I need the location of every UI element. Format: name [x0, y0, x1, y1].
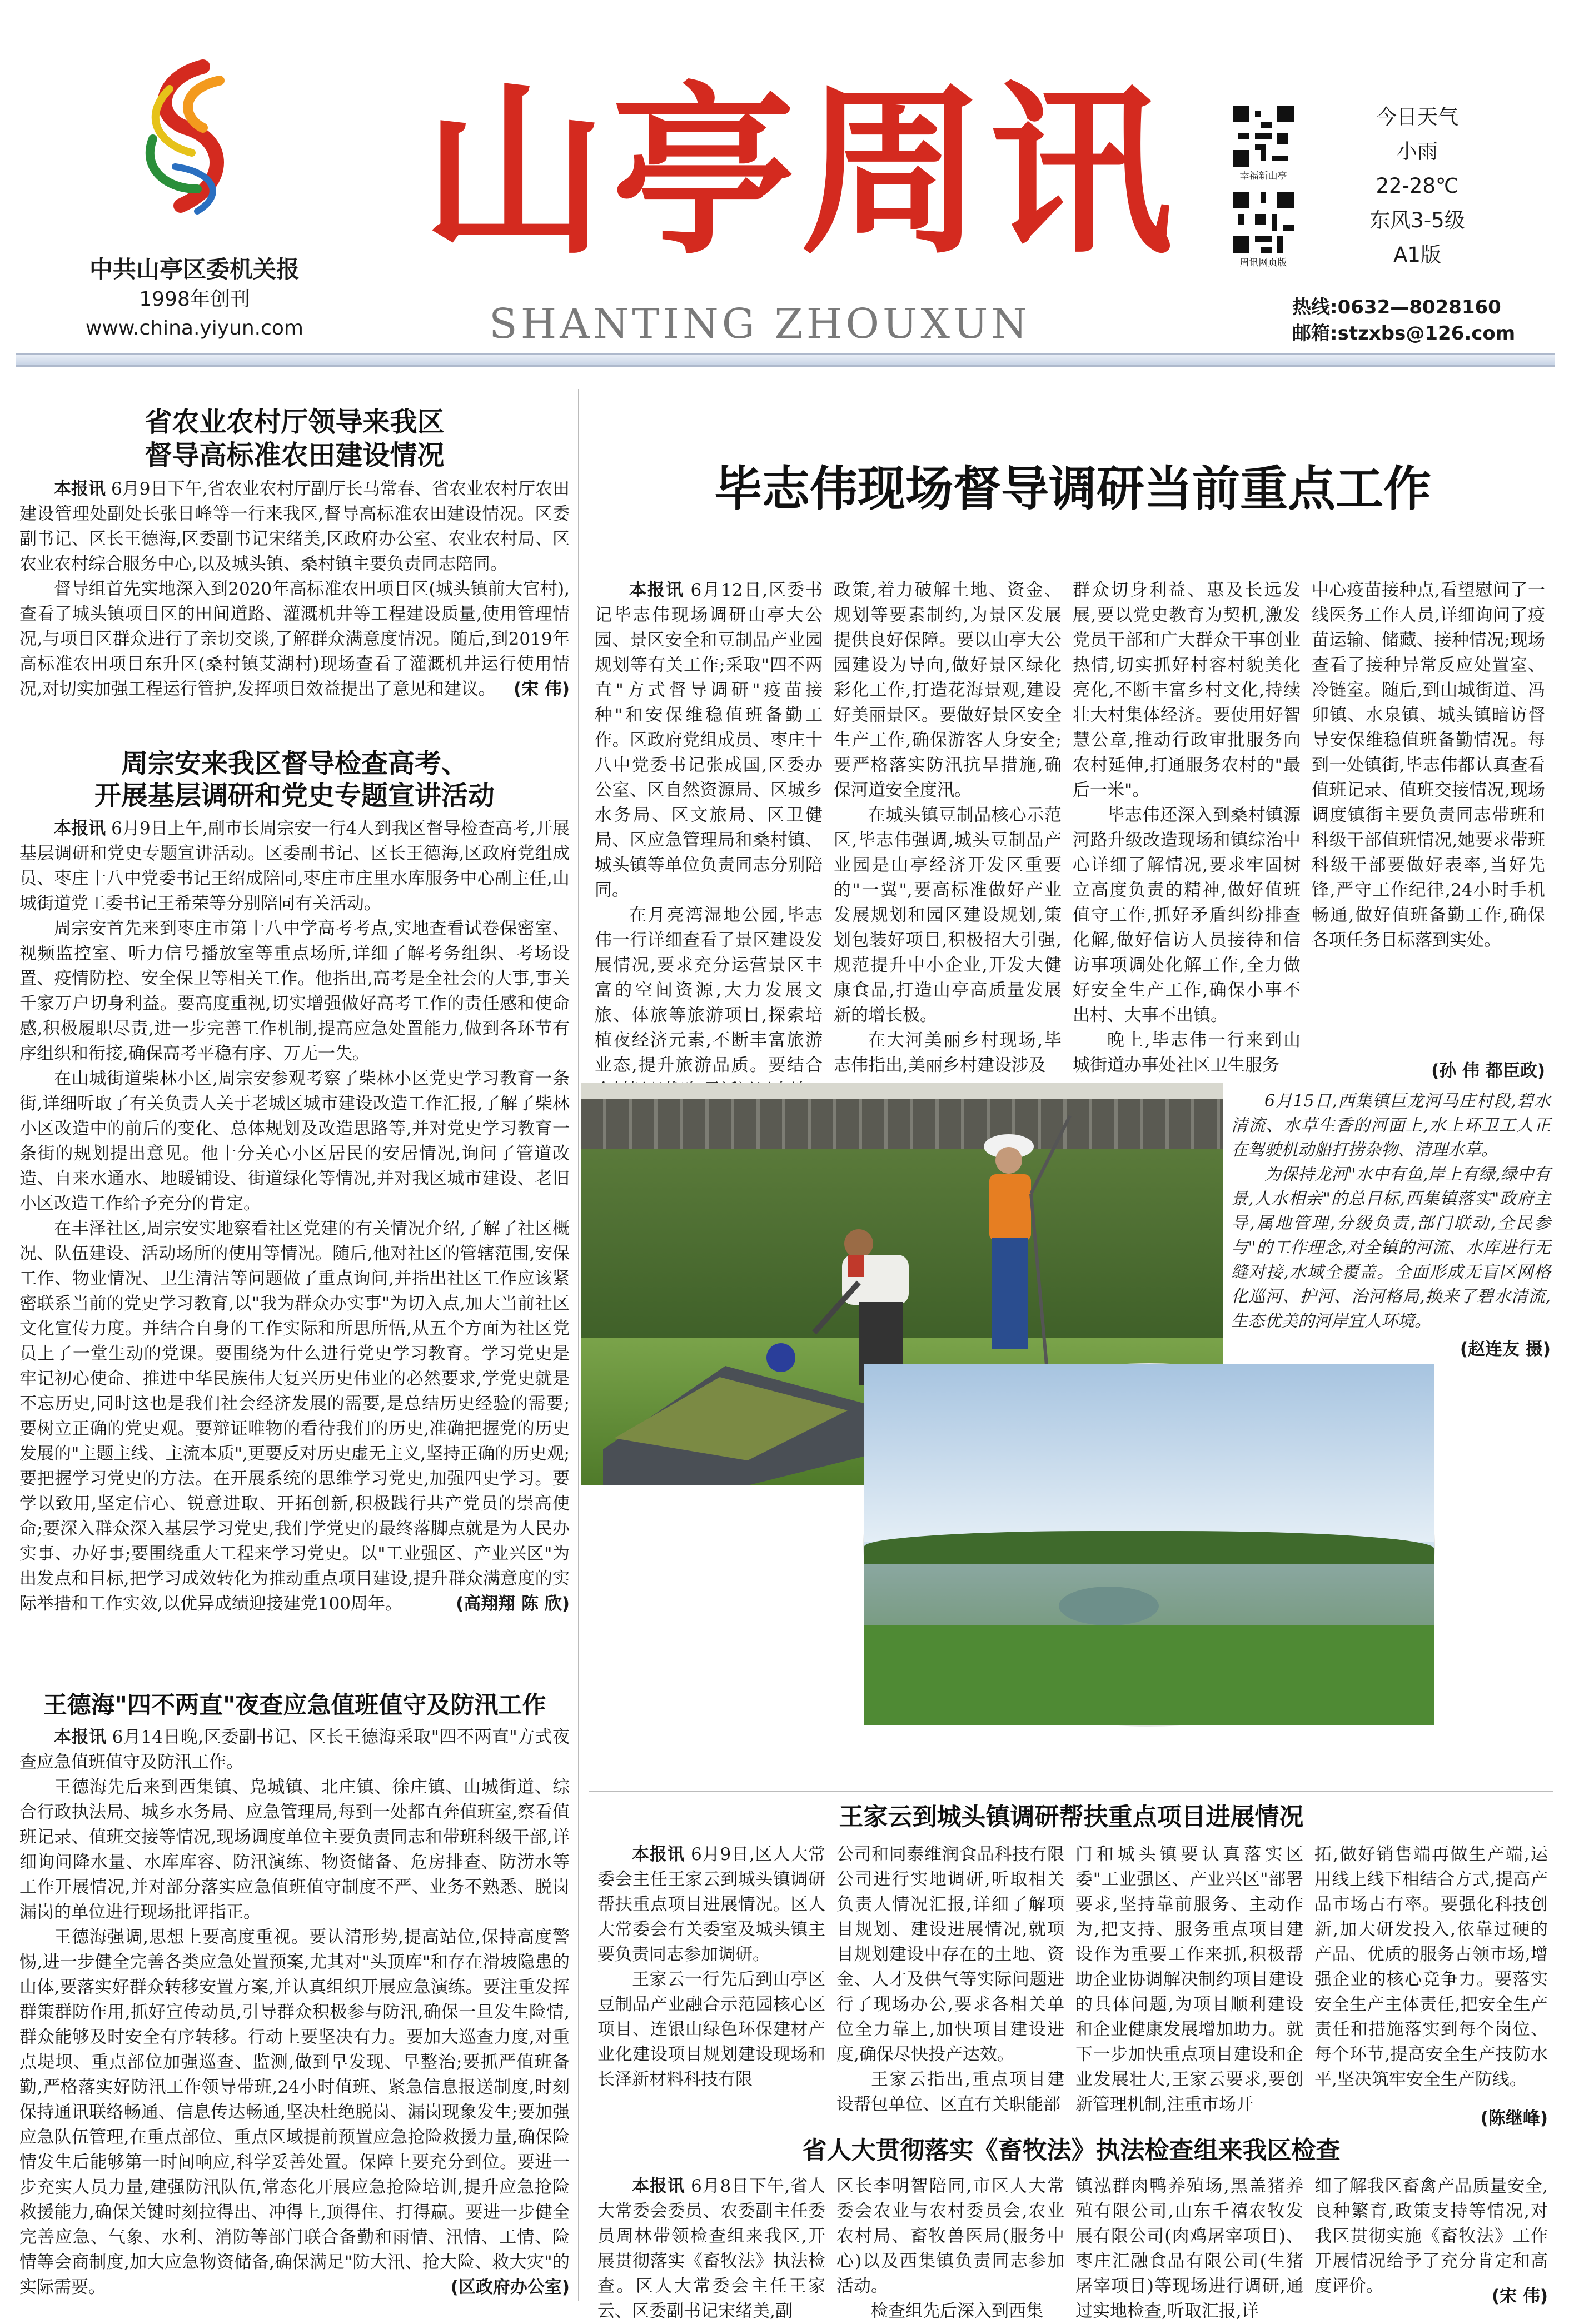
headline: 督导高标准农田建设情况: [145, 440, 445, 471]
header-divider: [16, 353, 1555, 367]
org-name: 中共山亭区委机关报: [89, 256, 300, 283]
main-column-3: 群众切身利益、惠及长远发展,要以党史教育为契机,激发党员干部和广大群众干事创业热情,切实抓好村容村貌美化亮化,不断丰富乡村文化,持续壮大村集体经济。要使用好智慧公章,推动行政审批服务向农村延伸,打通服务农村的"最后一米"。 毕志伟还深入到桑村镇源河路升级改造现场和镇综治中心详细了解情况,要求牢固树立高度负责的精神,做好值班值守工作,抓好矛盾纠纷排查化解,做好信访人员接待和信访事项调处化解工作,全力做好安全生产工作,确保小事不出村、大事不出镇。 晚上,毕志伟一行来到山城街道办事处社区卫生服务: [1073, 580, 1301, 1075]
newspaper-pinyin: SHANTING ZHOUXUN: [489, 300, 1031, 348]
byline: (宋 伟): [513, 679, 570, 699]
worker-figure-icon: [959, 1116, 1081, 1394]
article-paragraph: 王德海先后来到西集镇、凫城镇、北庄镇、徐庄镇、山城街道、综合行政执法局、城乡水务局、应急管理局,每到一处都直奔值班室,察看值班记录、值班交接等情况,现场调度单位主要负责同志和带班科级干部,详细询问降水量、水库库容、防汛演练、物资储备、危房排查、防涝水等工作开展情况,并对部分落实应急值班值守制度不严、业务不熟悉、脱岗漏岗的单位进行现场批评指正。: [19, 1777, 570, 1922]
qr-label-app: 幸福新山亭: [1239, 171, 1287, 182]
weather-condition: 小雨: [1397, 139, 1438, 163]
wetland-landscape-photo: [864, 1364, 1434, 1725]
article-paragraph: 本报讯 6月9日下午,省农业农村厅副厅长马常春、省农业农村厅农田建设管理处副处长张日峰等一行来我区,督导高标准农田建设情况。区委副书记、区长王德海,区委副书记宋绪美,区政府办公室、农业农村局、区农业农村综合服务中心,以及城头镇、桑村镇主要负责同志陪同。: [19, 479, 570, 574]
byline: (宋 伟): [1491, 2286, 1548, 2306]
column-rule: [578, 389, 579, 2301]
article-paragraph: 本报讯 6月9日上午,副市长周宗安一行4人到我区督导检查高考,开展基层调研和党史专题宣讲活动。区委副书记、区长王德海,区政府党组成员、枣庄十八中党委书记王绍成陪同,枣庄市庄里水库服务中心副主任,山城街道党工委书记王希荣等分别陪同有关活动。: [19, 819, 570, 914]
founded-year: 1998年创刊: [139, 288, 250, 311]
article-paragraph: 周宗安首先来到枣庄市第十八中学高考考点,实地查看试卷保密室、视频监控室、听力信号播放室等重点场所,详细了解考务组织、考场设置、疫情防控、安全保卫等相关工作。他指出,高考是全社会的大事,事关千家万户切身利益。要高度重视,切实增强做好高考工作的责任感和使命感,积极履职尽责,进一步完善工作机制,提高应急处置能力,做到各环节有序组织和衔接,确保高考平稳有序、万无一失。: [19, 919, 570, 1064]
article-column: 镇泓群肉鸭养殖场,黑盖猪养殖有限公司,山东千禧农牧发展有限公司(肉鸡屠宰项目)、枣庄汇融食品有限公司(生猪屠宰项目)等现场进行调研,通过实地检查,听取汇报,详: [1075, 2176, 1303, 2321]
article-column: 公司和同泰维润食品科技有限公司进行实地调研,听取相关负责人情况汇报,详细了解项目规划、建设进展情况,就项目规划建设中存在的土地、资金、人才及供气等实际问题进行了现场办公,要求各相关单位全力靠上,加快项目建设进度,确保尽快投产达效。 王家云指出,重点项目建设帮包单位、区直有关职能部: [836, 1844, 1064, 2114]
section-rule: [589, 1791, 1553, 1792]
article-farmland: [19, 406, 570, 702]
main-headline: 毕志伟现场督导调研当前重点工作: [714, 461, 1431, 517]
byline: (孙 伟 都臣政): [1431, 1061, 1545, 1081]
article-column: 本报讯 6月8日下午,省人大常委会委员、农委副主任委员周林带领检查组来我区,开展贯彻落实《畜牧法》执法检查。区人大常委会主任王家云、区委副书记宋绪美,副: [597, 2176, 826, 2321]
main-column-4: 中心疫苗接种点,看望慰问了一线医务工作人员,详细询问了疫苗运输、储藏、接种情况;现场查看了接种异常反应处置室、冷链室。随后,到山城街道、冯卯镇、水泉镇、城头镇暗访督导安保维稳值班备勤情况。每到一处镇街,毕志伟都认真查看值班记录、值班交接情况,现场调度镇街主要负责同志带班和科级干部值班情况,她要求带班科级干部要做好表率,当好先锋,严守工作纪律,24小时手机畅通,做好值班备勤工作,确保各项任务目标落到实处。: [1312, 580, 1545, 950]
headline: 开展基层调研和党史专题宣讲活动: [94, 780, 495, 811]
caption-paragraph: 为保持龙河"水中有鱼,岸上有绿,绿中有景,人水相亲"的总目标,西集镇落实"政府主导,属地管理,分级负责,部门联动,全民参与"的工作理念,对全镇的河流、水库进行无缝对接,水域全覆盖。全面形成无盲区网格化巡河、护河、治河格局,换来了碧水清流,生态优美的河岸宜人环境。: [1231, 1165, 1551, 1331]
headline: 周宗安来我区督导检查高考、: [121, 748, 468, 779]
weather-box: [1334, 100, 1501, 272]
article-paragraph: 督导组首先实地深入到2020年高标准农田项目区(城头镇前大官村),查看了城头镇项目区的田间道路、灌溉机井等工程建设质量,使用管理情况,与项目区群众进行了亲切交谈,了解群众满意度情况。随后,到2019年高标准农田项目东升区(桑村镇艾湖村)现场查看了灌溉机井运行使用情况,对切实加强工程运行管护,发挥项目效益提出了意见和建议。: [19, 579, 570, 699]
article-column: 细了解我区畜禽产品质量安全,良种繁育,政策支持等情况,对我区贯彻实施《畜牧法》工作开展情况给予了充分肯定和高度评价。: [1314, 2176, 1548, 2296]
article-paragraph: 本报讯 6月14日晚,区委副书记、区长王德海采取"四不两直"方式夜查应急值班值守及防汛工作。: [19, 1727, 570, 1772]
byline: (高翔翔 陈 欣): [456, 1594, 570, 1614]
article-paragraph: 王德海强调,思想上要高度重视。要认清形势,提高站位,保持高度警惕,进一步健全完善各类应急处置预案,尤其对"头顶库"和存在滑坡隐患的山体,要落实好群众转移安置方案,并认真组织开展应急演练。要注重发挥群策群防作用,抓好宣传动员,引导群众积极参与防汛,确保一旦发生险情,群众能够及时安全有序转移。行动上要坚决有力。要加大巡查力度,对重点堤坝、重点部位加强巡查、监测,做到早发现、早整治;要抓严值班备勤,严格落实好防汛工作领导带班,24小时值班、紧急信息报送制度,时刻保持通讯联络畅通、信息传达畅通,坚决杜绝脱岗、漏岗现象发生;要加强应急队伍管理,在重点部位、重点区域提前预置应急抢险救援力量,确保险情发生后能够第一时间响应,科学妥善处置。保障上要充分到位。要进一步充实人员力量,建强防汛队伍,常态化开展应急抢险培训,提升应急抢险救援能力,确保关键时刻拉得出、冲得上,顶得住、打得赢。要进一步健全完善应急、气象、水利、消防等部门联合备勤和雨情、汛情、工情、险情等会商制度,加大应急物资储备,确保满足"防大汛、抢大险、救大灾"的实际需要。: [19, 1927, 570, 2297]
headline: 王德海"四不两直"夜查应急值班值守及防汛工作: [43, 1692, 546, 1719]
article-paragraph: 在丰泽社区,周宗安实地察看社区党建的有关情况介绍,了解了社区概况、队伍建设、活动场所的使用等情况。随后,他对社区的管辖范围,安保工作、物业情况、卫生清洁等问题做了重点询问,并指出社区工作应该紧密联系当前的党史学习教育,以"我为群众办实事"为切入点,加大当前社区文化宣传力度。并结合自身的工作实际和所思所悟,从五个方面为社区党员上了一堂生动的党课。要围绕为什么进行党史学习教育。学习党史是牢记初心使命、推进中华民族伟大复兴历史伟业的必然要求,学党史就是不忘历史,同时这也是我们社会经济发展的需要,是总结历史经验的需要;要树立正确的党史观。要辩证唯物的看待我们的历史,准确把握党的历史发展的"主题主线、主流本质",更要反对历史虚无主义,坚持正确的历史观;要把握学习党史的方法。在开展系统的思维学习党史,加强四史学习。要学以致用,坚定信心、锐意进取、开拓创新,积极践行共产党员的崇高使命;要深入群众深入基层学习党史,我们学党史的最终落脚点就是为人民办实事、办好事;要围绕重大工程来学习党史。以"工业强区、产业兴区"为出发点和目标,把学习成效转化为推动重点项目建设,提升群众满意度的实际举措和工作实效,以优异成绩迎接建党100周年。: [19, 1219, 570, 1614]
edition-label: A1版: [1393, 243, 1441, 267]
photo-credit: (赵连友 摄): [1460, 1339, 1551, 1359]
photo-caption: [1231, 1089, 1551, 1362]
article-flood-check: [19, 1689, 570, 2300]
article-column: 区长李明智陪同,市区人大常委会农业与农村委员会,农业农村局、畜牧兽医局(服务中心)以及西集镇负责同志参加活动。 检查组先后深入到西集: [836, 2176, 1064, 2321]
caption-paragraph: 6月15日,西集镇巨龙河马庄村段,碧水清流、水草生香的河面上,水上环卫工人正在驾驶机动船打捞杂物、清理水草。: [1231, 1091, 1551, 1160]
article-column: 门和城头镇要认真落实区委"工业强区、产业兴区"部署要求,坚持靠前服务、主动作为,把支持、服务重点项目建设作为重要工作来抓,积极帮助企业协调解决制约项目建设的具体问题,为项目顺利建设和企业健康发展增加助力。就下一步加快重点项目建设和企业发展壮大,王家云要求,要创新管理机制,注重市场开: [1075, 1844, 1303, 2114]
article-column: 本报讯 6月9日,区人大常委会主任王家云到城头镇调研帮扶重点项目进展情况。区人大常委会有关委室及城头镇主要负责同志参加调研。 王家云一行先后到山亭区豆制品产业融合示范园核心区项目、连银山绿色环保建材产业化建设项目规划建设现场和长泽新材料科技有限: [597, 1844, 826, 2089]
website-link[interactable]: www.china.yiyun.com: [86, 317, 303, 340]
qr-label-web: 周讯网页版: [1239, 257, 1287, 268]
weather-wind: 东风3-5级: [1369, 208, 1465, 232]
weather-temperature: 22-28℃: [1376, 174, 1459, 198]
email[interactable]: 邮箱:stzxbs@126.com: [1292, 322, 1516, 345]
byline: (区政府办公室): [450, 2277, 570, 2297]
hotline: 热线:0632—8028160: [1292, 296, 1501, 318]
qr-code-icon: [1233, 106, 1294, 167]
masthead: [0, 0, 1569, 367]
headline: 王家云到城头镇调研帮扶重点项目进展情况: [839, 1803, 1304, 1831]
main-column-2: 政策,着力破解土地、资金、规划等要素制约,为景区发展提供良好保障。要以山亭大公园建设为导向,做好景区绿化彩化工作,打造花海景观,建设好美丽景区。要做好景区安全生产工作,确保游客人身安全;要严格落实防汛抗旱措施,确保河道安全度汛。 在城头镇豆制品核心示范区,毕志伟强调,城头豆制品产业园是山亭经济开发区重要的"一翼",要高标准做好产业发展规划和园区建设规划,策划包装好项目,积极招大引强,规范提升中小企业,开发大健康食品,打造山亭高质量发展新的增长极。 在大河美丽乡村现场,毕志伟指出,美丽乡村建设涉及: [834, 580, 1062, 1075]
weather-title: 今日天气: [1376, 105, 1458, 129]
article-column: 拓,做好销售端再做生产端,运用线上线下相结合方式,提高产品市场占有率。要强化科技创新,加大研发投入,依靠过硬的产品、优质的服务占领市场,增强企业的核心竞争力。要落实安全生产主体责任,把安全生产责任和措施落实到每个岗位、每个环节,提高安全生产技防水平,坚决筑牢安全生产防线。: [1314, 1844, 1548, 2089]
byline: (陈继峰): [1480, 2108, 1548, 2128]
article-gaokao: [19, 747, 570, 1617]
qr-code-icon: [1233, 192, 1294, 253]
district-logo-icon: [119, 56, 253, 217]
main-column-1: 本报讯 6月12日,区委书记毕志伟现场调研山亭大公园、景区安全和豆制品产业园规划等有关工作;采取"四不两直"方式督导调研"疫苗接种"和安保维稳值班备勤工作。区政府党组成员、枣庄十八中党委书记张成国,区委办公室、区自然资源局、区城乡水务局、区文旅局、区卫健局、区应急管理局和桑村镇、城头镇等单位负责同志分别陪同。 在月亮湾湿地公园,毕志伟一行详细查看了景区建设发展情况,要求充分运营景区丰富的空间资源,大力发展文旅、体旅等旅游项目,探索培植夜经济元素,不断丰富旅游业态,提升旅游品质。要结合: [595, 580, 823, 1075]
headline: 省农业农村厅领导来我区: [145, 406, 445, 438]
headline: 省人大贯彻落实《畜牧法》执法检查组来我区检查: [802, 2136, 1341, 2165]
article-paragraph: 在山城街道柴林小区,周宗安参观考察了柴林小区党史学习教育一条街,详细听取了有关负责人关于老城区城市建设改造工作汇报,了解了柴林小区改造中的前后的变化、总体规划及改造思路等,并对党史学习教育一条街的规划提出意见。他十分关心小区居民的安居情况,询问了管道改造、自来水通水、地暖铺设、街道绿化等情况,并对我区城市建设、老旧小区改造工作给予充分的肯定。: [19, 1069, 570, 1214]
newspaper-title: 山亭周讯: [422, 66, 1178, 279]
